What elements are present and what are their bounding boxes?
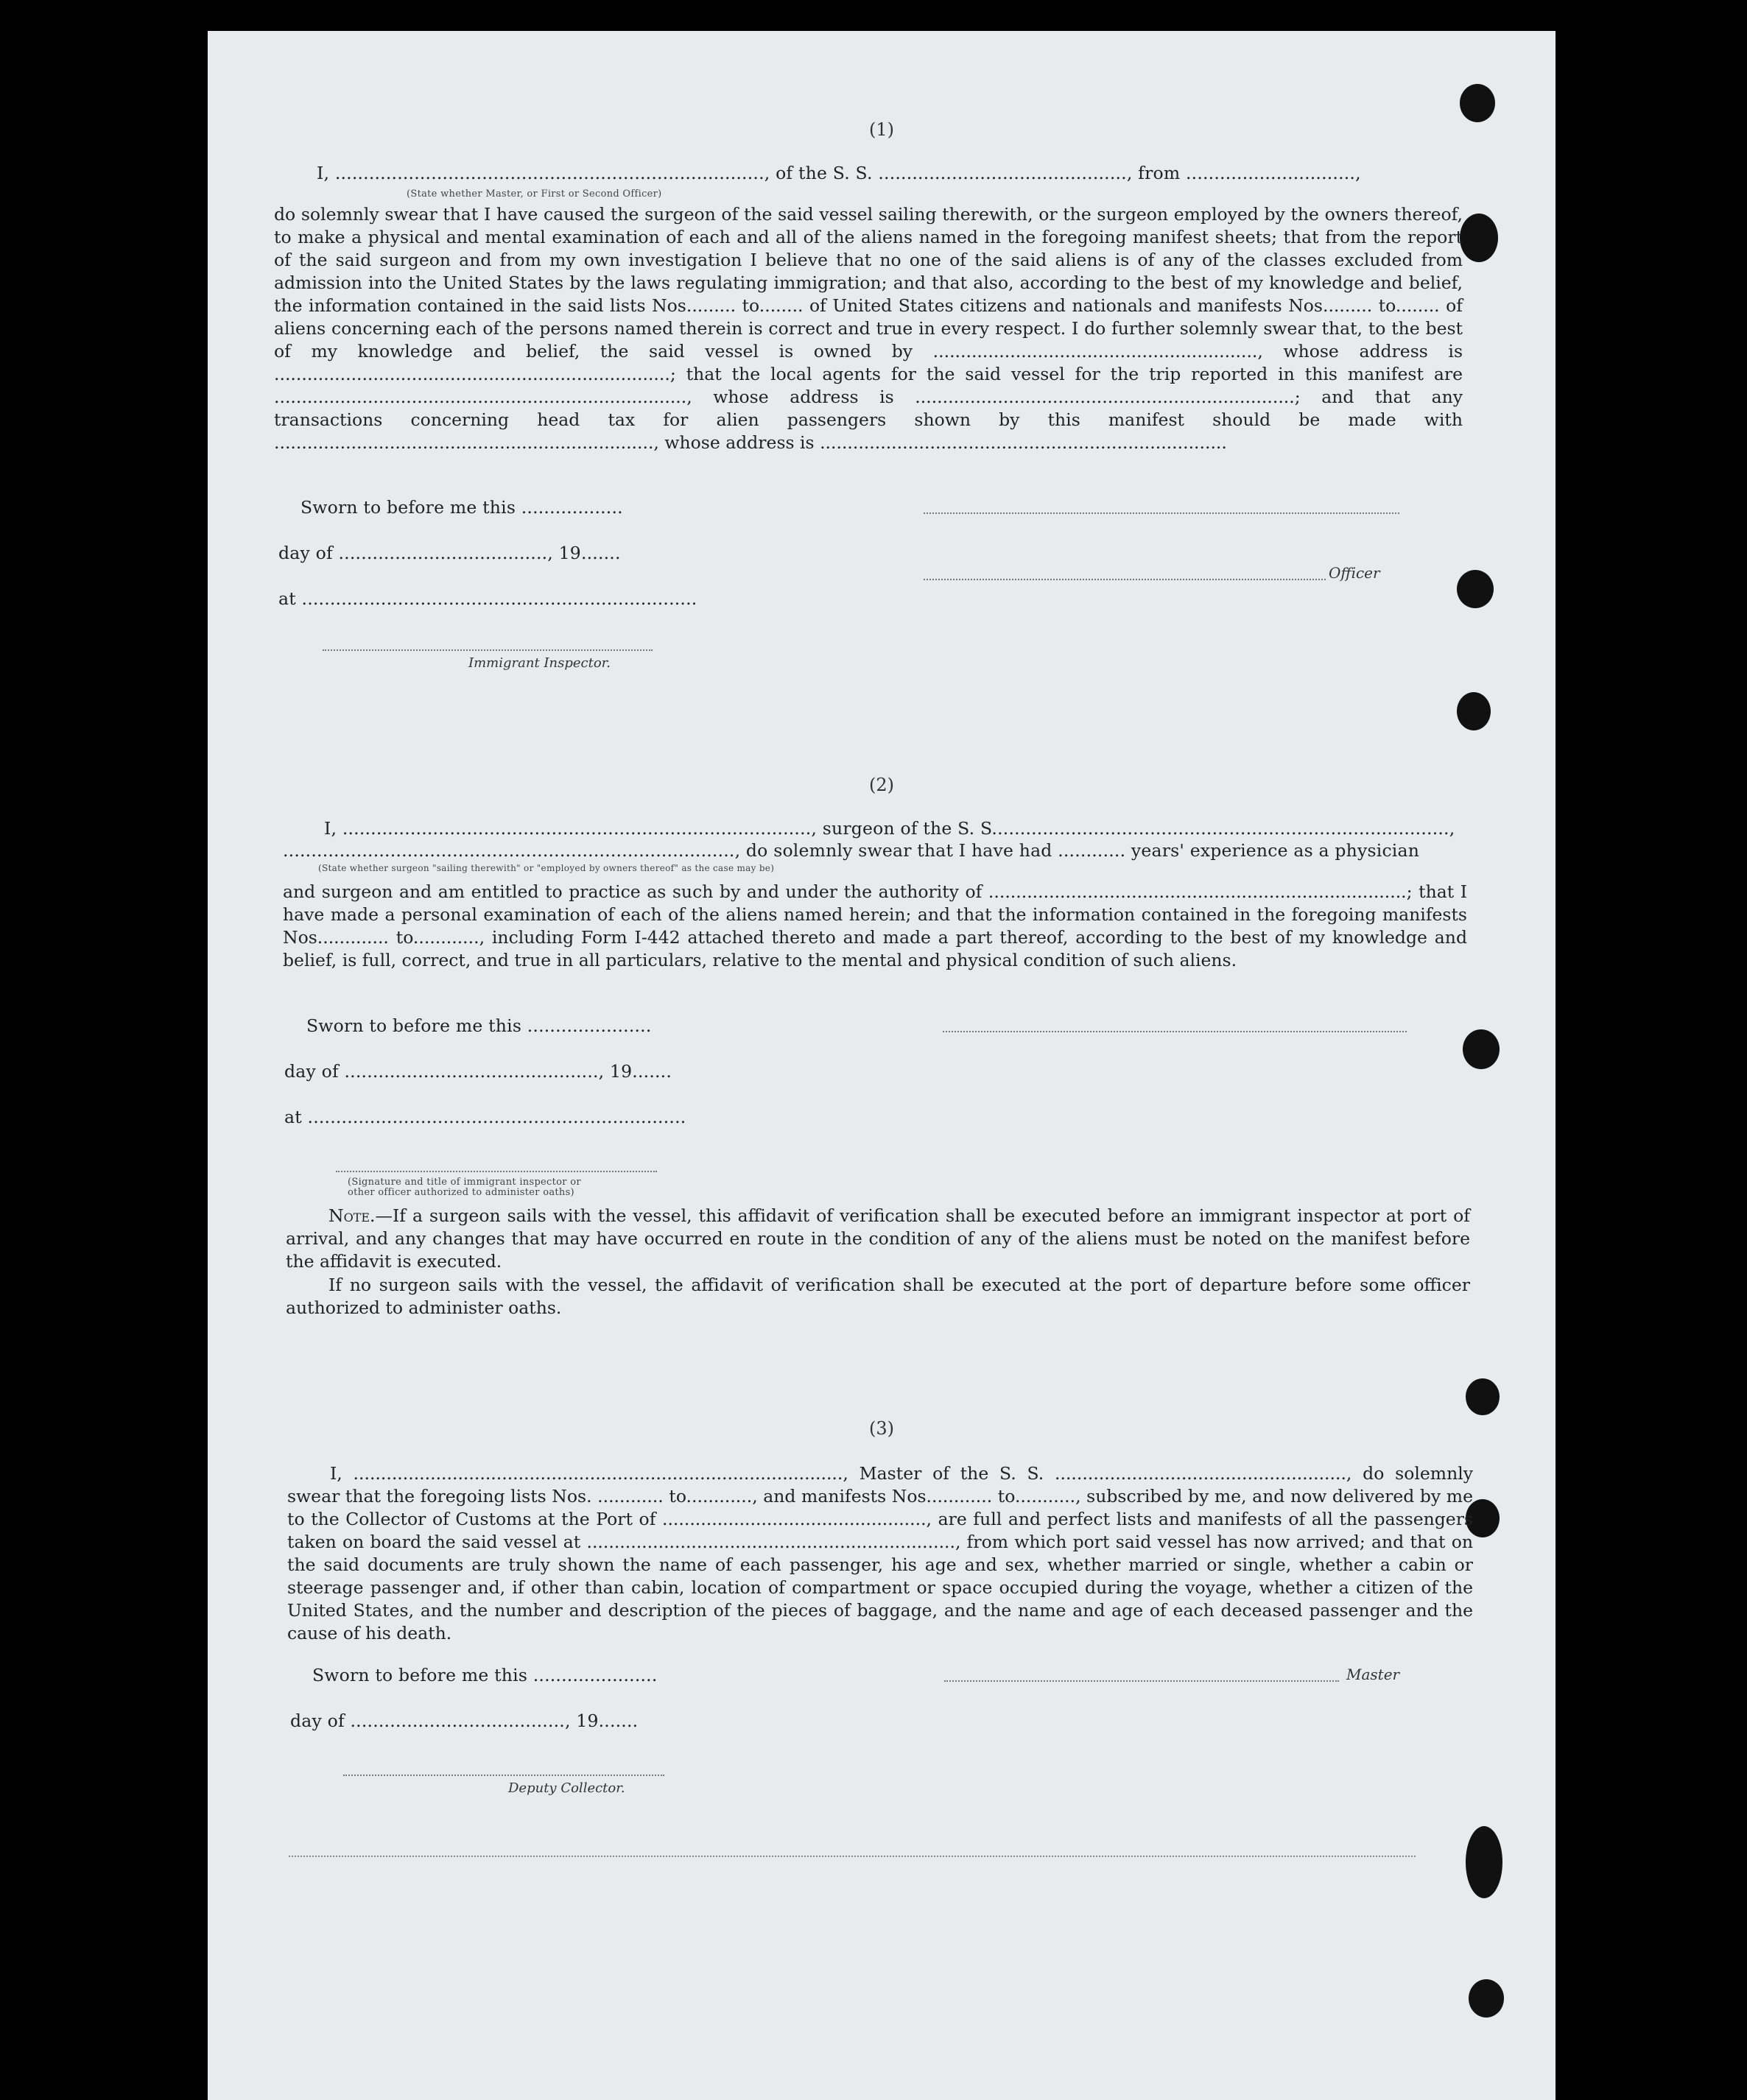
inspector-label: Immigrant Inspector.	[468, 655, 611, 671]
bottom-rule	[289, 1856, 1416, 1857]
section-1-body: do solemnly swear that I have caused the surgeon of the said vessel sailing therewith, or the surgeon employed by the owners thereof, to make a physical and mental examination of each and all of the aliens named in the foregoing manifest sheets; that from the report of the said surgeon and from my own investigation I believe that no one of the said aliens is of any of the classes excluded from admission into the United States by the laws regulating immigration; and that also, according to the best of my knowledge and belief, the information contained in the said lists Nos......... to........ of United States citizens and nationals and manifests Nos......... to........ of aliens concerning each of the persons named therein is correct and true in every respect. I do further solemnly swear that, to the best of my knowledge and belief, the said vessel is owned by ..........................................................., whose address is ........................................................................; that the local agents for the said vessel for the trip reported in this manifest are ..........................................................................., whose address is .....................................................................; and that any transactions concerning head tax for alien passengers shown by this manifest should be made with ....................................................................., whose address is ..........................................................................	[274, 204, 1463, 453]
officer-label: Officer	[1329, 564, 1380, 582]
section-1-at: at ......................................................................	[278, 588, 697, 609]
section-1-day: day of ....................................., 19.......	[278, 543, 621, 563]
surgeon-signature-line	[943, 1031, 1407, 1032]
inspector-2-signature-line	[336, 1171, 657, 1172]
note-text-2: If no surgeon sails with the vessel, the affidavit of verification shall be executed at the port of departure before some officer authorized to administer oaths.	[286, 1275, 1470, 1318]
section-1-signature-line	[924, 512, 1399, 514]
inspector-signature-line	[323, 649, 653, 651]
section-1-oath-line: I, ............................................................................, of the S. S. ............................................, from ..............................,	[317, 163, 1361, 183]
section-2-hint: (State whether surgeon "sailing therewith" or "employed by owners thereof" as the case may be)	[318, 863, 775, 873]
section-2-number: (2)	[869, 775, 894, 795]
collector-signature-line	[343, 1775, 664, 1776]
signature-hint-2: other officer authorized to administer oaths)	[348, 1187, 574, 1198]
section-2-oath-line: I, ..................................................................................., surgeon of the S. S.................................................................................,	[324, 818, 1455, 839]
section-2-day: day of ............................................., 19.......	[284, 1061, 672, 1082]
section-1-number: (1)	[869, 119, 894, 140]
section-1-sworn: Sworn to before me this ..................	[300, 497, 623, 518]
officer-signature-line	[924, 579, 1326, 580]
punch-hole	[1460, 214, 1498, 262]
section-3-number: (3)	[869, 1418, 894, 1439]
punch-hole	[1463, 1029, 1500, 1069]
master-signature-line	[944, 1680, 1339, 1682]
section-2-years-line: ................................................................................, do solemnly swear that I have had ............ years' experience as a physician	[283, 840, 1420, 861]
punch-hole	[1466, 1378, 1500, 1415]
note-text-1: —If a surgeon sails with the vessel, this affidavit of verification shall be executed before an immigrant inspector at port of arrival, and any changes that may have occurred en route in the condition of any of the aliens must be noted on the manifest before the affidavit is executed.	[286, 1205, 1470, 1272]
note-label: Note.	[328, 1205, 376, 1226]
section-2-body: and surgeon and am entitled to practice as such by and under the authority of ............................................................................; that I have made a personal examination of each of the aliens named herein; and that the information contained in the foregoing manifests Nos............. to............, including Form I-442 attached thereto and made a part thereof, according to the best of my knowledge and belief, is full, correct, and true in all particulars, relative to the mental and physical condition of such aliens.	[283, 881, 1467, 970]
section-3-body: I, ........................................................................................., Master of the S. S. ....................................................., do solemnly swear that the foregoing lists Nos. ............ to............, and manifests Nos............ to..........., subscribed by me, and now delivered by me to the Collector of Customs at the Port of ................................................, are full and perfect lists and manifests of all the passengers taken on board the said vessel at ..................................................................., from which port said vessel has now arrived; and that on the said documents are truly shown the name of each passenger, his age and sex, whether married or single, whether a cabin or steerage passenger and, if other than cabin, location of compartment or space occupied during the voyage, whether a citizen of the United States, and the number and description of the pieces of baggage, and the name and age of each deceased passenger and the cause of his death.	[287, 1463, 1473, 1643]
punch-hole	[1457, 692, 1491, 730]
section-2-at: at ...................................................................	[284, 1107, 686, 1127]
form-page	[208, 31, 1556, 2100]
punch-hole	[1457, 570, 1494, 608]
collector-label: Deputy Collector.	[508, 1780, 625, 1796]
punch-hole	[1469, 1979, 1504, 2018]
punch-hole	[1466, 1826, 1502, 1898]
punch-hole	[1460, 84, 1495, 122]
section-3-sworn: Sworn to before me this ......................	[312, 1665, 658, 1685]
section-3-day: day of ......................................, 19.......	[290, 1710, 639, 1731]
section-1-hint: (State whether Master, or First or Second Officer)	[407, 188, 662, 200]
section-2-sworn: Sworn to before me this ......................	[306, 1015, 652, 1036]
note-paragraph	[286, 1205, 1470, 1273]
master-label: Master	[1346, 1666, 1400, 1683]
signature-hint-1: (Signature and title of immigrant inspector or	[348, 1177, 581, 1188]
